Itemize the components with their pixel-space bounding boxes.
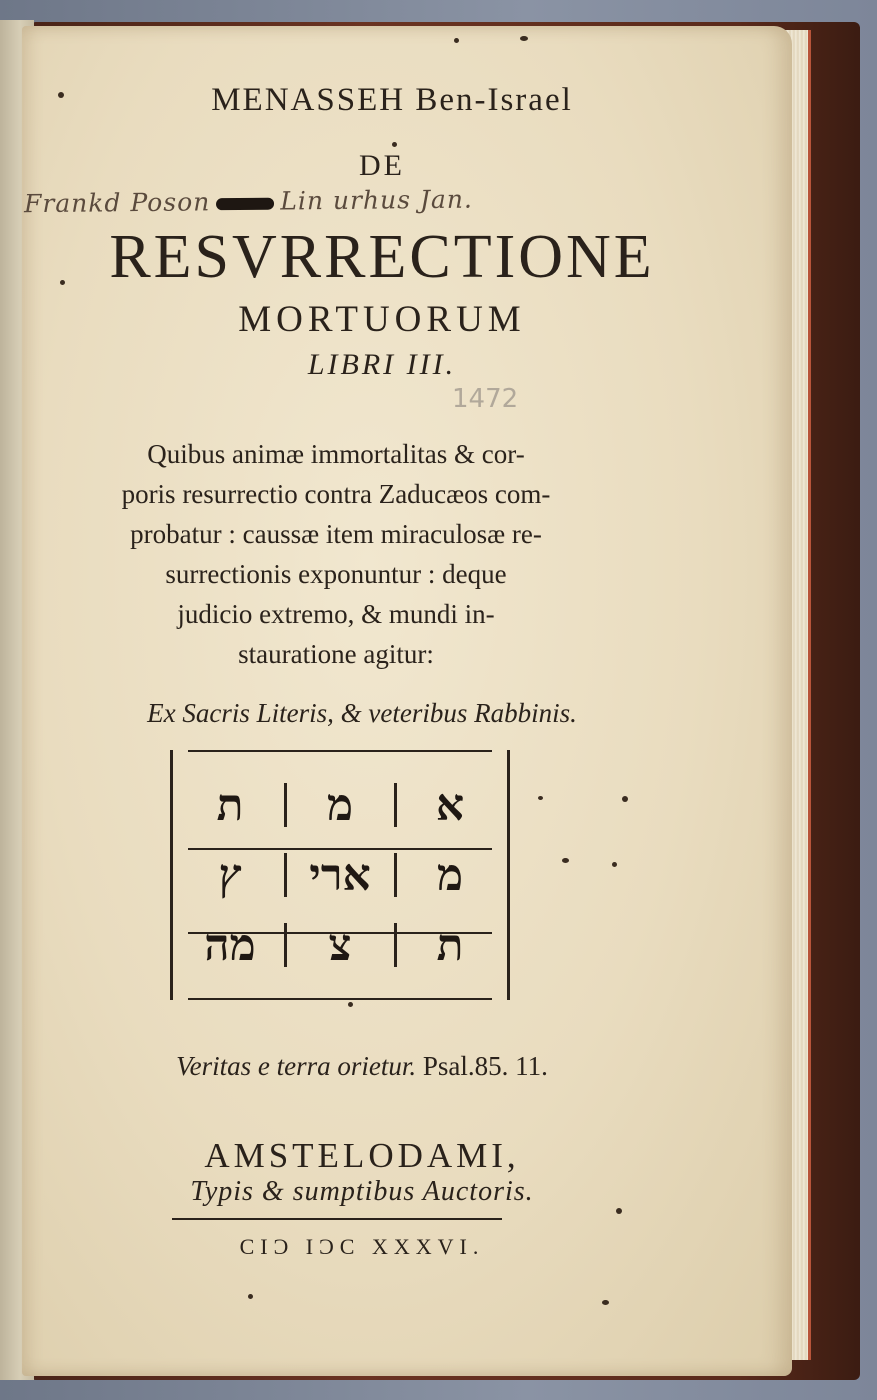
ink-speck [612,862,617,867]
emblem-divider [394,853,397,897]
ink-speck [562,858,569,863]
ink-speck [538,796,543,800]
ink-speck [248,1294,253,1299]
ink-speck [392,142,397,147]
ink-speck [348,1002,353,1007]
ink-speck [454,38,459,43]
imprint-place: AMSTELODAMI, [204,1136,520,1175]
hebrew-letters: מה [204,919,256,971]
sources-line: Ex Sacris Literis, & veteribus Rabbinis. [147,698,577,728]
hebrew-letters: ת [436,919,464,971]
title-second: MORTUORUM [238,299,526,340]
hebrew-emblem [170,746,510,1004]
ink-speck [616,1208,622,1214]
emblem-row [182,910,498,980]
hebrew-letters: ץ [218,849,242,901]
emblem-frame-right [507,750,510,1000]
motto-text: Veritas e terra orietur. [176,1051,417,1081]
emblem-divider [394,783,397,827]
motto-reference: Psal.85. 11. [422,1051,548,1081]
emblem-divider [284,783,287,827]
hebrew-letters: ת [216,779,244,831]
imprint-date: CIϽ IϽC XXXVI. [239,1234,485,1259]
imprint-rule [172,1218,502,1220]
emblem-rule-top [188,750,492,752]
ink-blot [216,197,274,210]
ink-speck [602,1300,609,1305]
ink-speck [60,280,65,285]
description-line: Quibus animæ immortalitas & cor- [147,439,525,469]
description-line: surrectionis exponuntur : deque [165,559,507,589]
description-line: probatur : caussæ item miraculosæ re- [130,519,542,549]
description-line: stauratione agitur: [238,639,434,669]
title-main: RESVRRECTIONE [109,223,655,291]
hebrew-letters: צ [328,919,352,971]
hebrew-letters: א [435,779,465,831]
emblem-rule-bottom [188,998,492,1000]
ink-speck [622,796,628,802]
emblem-divider [284,853,287,897]
motto [12,1051,712,1082]
title-third: LIBRI III. [307,348,457,381]
inscription-text-a: Frankd Poson [23,187,211,219]
imprint-printer: Typis & sumptibus Auctoris. [190,1176,534,1207]
hebrew-letters: ארי [309,849,371,901]
emblem-divider [284,923,287,967]
title-prefix: DE [359,149,405,182]
ink-speck [58,92,64,98]
pencil-annotation: 1472 [452,384,519,414]
inscription-text-b: Lin urhus Jan. [280,184,474,216]
emblem-row [182,770,498,840]
emblem-frame-left [170,750,173,1000]
emblem-divider [394,923,397,967]
hebrew-letters: מ [436,849,464,901]
hebrew-letters: מ [326,779,354,831]
description-line: poris resurrectio contra Zaducæos com- [121,479,551,509]
ink-speck [520,36,528,41]
emblem-row [182,840,498,910]
description [36,434,636,674]
author: MENASSEH Ben-Israel [211,82,573,118]
title-page [22,26,792,1376]
description-line: judicio extremo, & mundi in- [177,599,495,629]
handwritten-inscription [24,183,644,218]
